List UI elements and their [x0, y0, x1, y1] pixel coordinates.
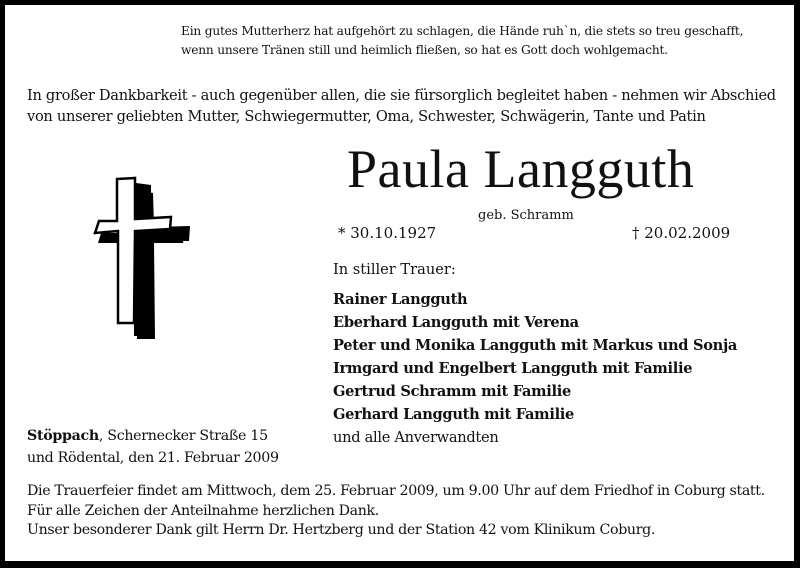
family-list: [333, 288, 737, 449]
deceased-name: Paula Langguth: [347, 139, 695, 199]
family-member: Rainer Langguth: [333, 291, 468, 308]
intro-line: von unserer geliebten Mutter, Schwiegermutter, Oma, Schwester, Schwägerin, Tante und Patin: [27, 108, 706, 125]
footer-text: [27, 482, 765, 541]
mourning-label: In stiller Trauer:: [333, 261, 456, 278]
verse-block: [181, 22, 743, 60]
intro-text: [27, 85, 776, 127]
maiden-name: geb. Schramm: [478, 208, 574, 223]
family-member: Gerhard Langguth mit Familie: [333, 406, 575, 423]
obituary-notice: [5, 5, 794, 561]
verse-line: Ein gutes Mutterherz hat aufgehört zu schlagen, die Hände ruh`n, die stets so treu geschafft,: [181, 24, 744, 38]
christian-cross-icon: [93, 171, 193, 341]
verse-line: wenn unsere Tränen still und heimlich fließen, so hat es Gott doch wohlgemacht.: [181, 43, 668, 57]
birth-date: * 30.10.1927: [338, 224, 437, 242]
family-member: Gertrud Schramm mit Familie: [333, 383, 571, 400]
street: , Schernecker Straße 15: [98, 428, 268, 444]
place-date-line: und Rödental, den 21. Februar 2009: [27, 450, 279, 466]
funeral-info: Die Trauerfeier findet am Mittwoch, dem 25. Februar 2009, um 9.00 Uhr auf dem Friedhof in Coburg statt.: [27, 483, 765, 499]
family-member: Peter und Monika Langguth mit Markus und Sonja: [333, 337, 738, 354]
family-closing: und alle Anverwandten: [333, 429, 499, 446]
death-date: † 20.02.2009: [632, 224, 731, 242]
thanks-line: Für alle Zeichen der Anteilnahme herzlichen Dank.: [27, 502, 379, 519]
place-date: [27, 425, 279, 469]
address-line: [27, 425, 279, 447]
special-thanks: Unser besonderer Dank gilt Herrn Dr. Hertzberg und der Station 42 vom Klinikum Coburg.: [27, 522, 656, 538]
family-member: Eberhard Langguth mit Verena: [333, 314, 579, 331]
town-name: Stöppach: [27, 428, 99, 444]
intro-line: In großer Dankbarkeit - auch gegenüber allen, die sie fürsorglich begleitet haben - nehmen wir Abschied: [27, 87, 776, 104]
family-member: Irmgard und Engelbert Langguth mit Familie: [333, 360, 693, 377]
